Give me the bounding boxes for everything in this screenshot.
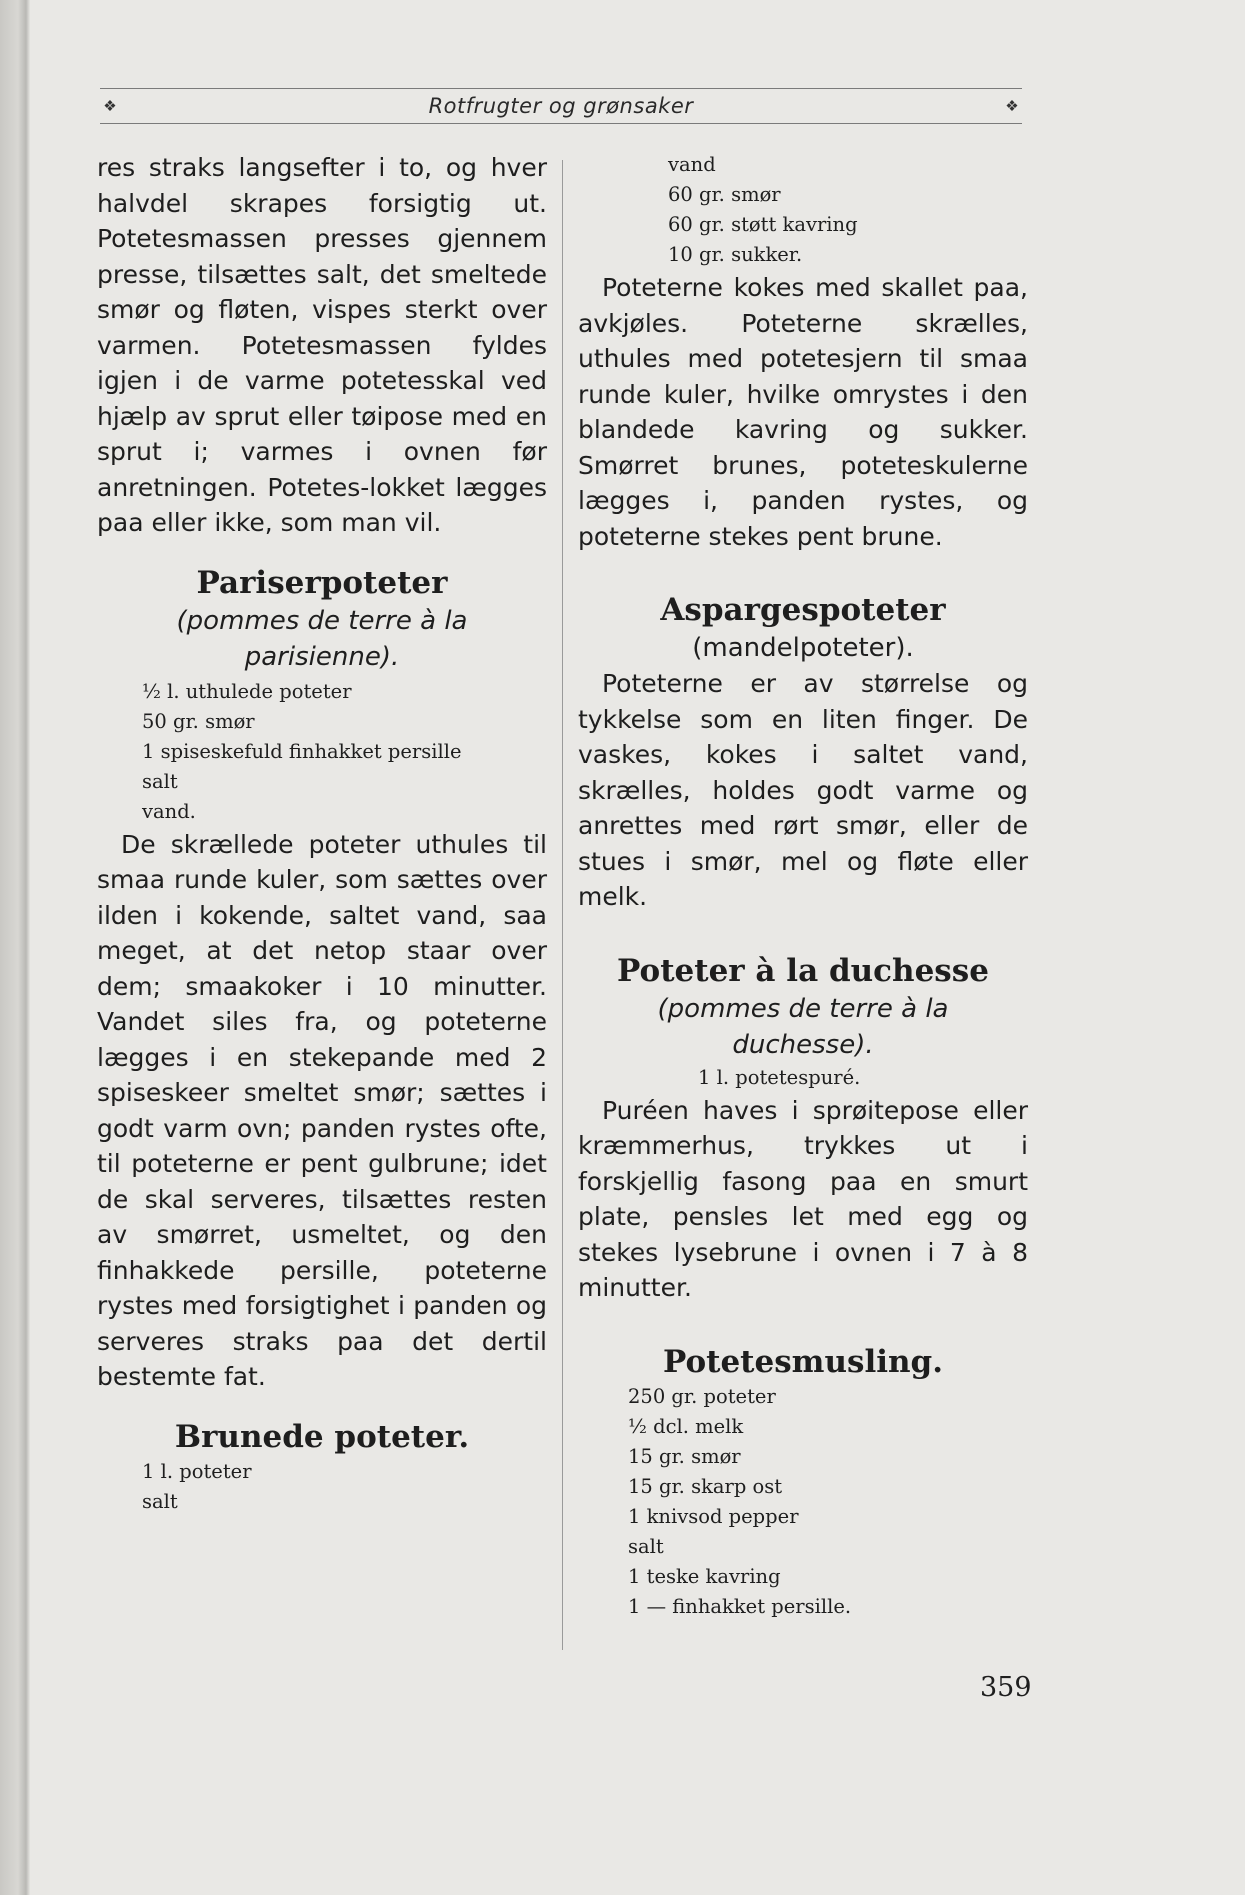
ingredient: ½ l. uthulede poteter [142, 679, 352, 703]
ornament-left-icon: ❖ [103, 97, 117, 115]
ingredient: 60 gr. smør [668, 183, 781, 206]
recipe-method: De skrællede poteter uthules til smaa runde kuler, som sættes over ilden i kokende, saltet vand, saa meget, at det netop staar over dem; smaakoker i 10 minutter. Vandet siles fra, og poteterne lægges i en stekepande med 2 spiseskeer smeltet smør; sættes i godt varm ovn; panden rystes ofte, til poteterne er pent gulbrune; idet de skal serveres, tilsættes resten av smørret, usmeltet, og den finhakkede persille, poteterne rystes med forsigtighet i panden og serveres straks paa det dertil bestemte fat. [97, 829, 547, 1391]
left-column [97, 150, 547, 1517]
recipe-title: Potetesmusling. [662, 1343, 944, 1380]
ornament-right-icon: ❖ [1005, 97, 1019, 115]
recipe-subtitle: (mandelpoteter). [692, 633, 914, 663]
recipe-method: Puréen haves i sprøitepose eller kræmmerhus, trykkes ut i forskjellig fasong paa en smurt plate, pensles let med egg og stekes lysebrune i ovnen i 7 à 8 minutter. [578, 1095, 1028, 1302]
ingredient: vand [668, 153, 716, 176]
recipe-title: Aspargespoteter [660, 592, 946, 628]
continued-text: res straks langsefter i to, og hver halvdel skrapes forsigtig ut. Potetesmassen presses gjennem presse, tilsættes salt, det smeltede smør og fløten, vispes sterkt over varmen. Potetesmassen fyldes igjen i de varme potetesskal ved hjælp av sprut eller tøipose med en sprut i; varmes i ovnen før anretningen. Potetes-lokket lægges paa eller ikke, som man vil. [97, 153, 547, 537]
ingredient: 15 gr. skarp ost [628, 1474, 783, 1498]
ingredient: vand. [142, 799, 196, 823]
recipe-pariserpoteter [97, 563, 547, 1395]
recipe-method: Poteterne er av størrelse og tykkelse som en liten finger. De vaskes, kokes i saltet vand, skrælles, holdes godt varme og anrettes med rørt smør, eller de stues i smør, mel og fløte eller melk. [578, 669, 1028, 911]
recipe-duchesse [578, 951, 1028, 1306]
recipe-title: Poteter à la duchesse [617, 952, 989, 989]
ingredient: 10 gr. sukker. [668, 243, 803, 266]
ingredient: 1 knivsod pepper [628, 1504, 799, 1528]
ingredient: salt [628, 1534, 664, 1558]
ingredient-list [578, 1063, 1028, 1093]
recipe-subtitle: (pommes de terre à la duchesse). [657, 993, 949, 1060]
ingredient: ½ dcl. melk [628, 1414, 744, 1438]
running-head: Rotfrugter og grønsaker [428, 94, 694, 118]
page-header [100, 88, 1022, 124]
recipe-subtitle: (pommes de terre à la parisienne). [176, 605, 468, 672]
page-number: 359 [980, 1672, 1032, 1703]
recipe-title: Brunede poteter. [174, 1418, 470, 1455]
recipe-brunede-poteter [97, 1417, 547, 1517]
ingredient: 15 gr. smør [628, 1444, 741, 1468]
ingredient: 1 teske kavring [628, 1564, 781, 1588]
recipe-aspargespoteter [578, 590, 1028, 915]
recipe-title: Pariserpoteter [196, 564, 448, 601]
recipe-method: Poteterne kokes med skallet paa, avkjøles. Poteterne skrælles, uthules med potetesjern til smaa runde kuler, hvilke omrystes i den blandede kavring og sukker. Smørret brunes, poteteskulerne lægges i, panden rystes, og poteterne stekes pent brune. [578, 273, 1028, 551]
ingredient-list [578, 150, 1028, 270]
ingredient: salt [142, 769, 178, 793]
ingredient: 250 gr. poteter [628, 1384, 776, 1408]
ingredient: 1 l. potetespuré. [698, 1065, 861, 1089]
book-spine-shadow [0, 0, 30, 1895]
ingredient: salt [142, 1489, 178, 1513]
column-divider [562, 160, 563, 1650]
ingredient: 60 gr. støtt kavring [668, 213, 858, 236]
ingredient: 1 spiseskefuld finhakket persille [142, 739, 462, 763]
recipe-potetesmusling [578, 1342, 1028, 1622]
ingredient: 1 — finhakket persille. [628, 1594, 852, 1618]
ingredient: 50 gr. smør [142, 709, 255, 733]
ingredient-list [97, 677, 547, 827]
ingredient-list [97, 1457, 547, 1517]
ingredient-list [578, 1382, 1028, 1622]
right-column [578, 150, 1028, 1622]
ingredient: 1 l. poteter [142, 1459, 252, 1483]
